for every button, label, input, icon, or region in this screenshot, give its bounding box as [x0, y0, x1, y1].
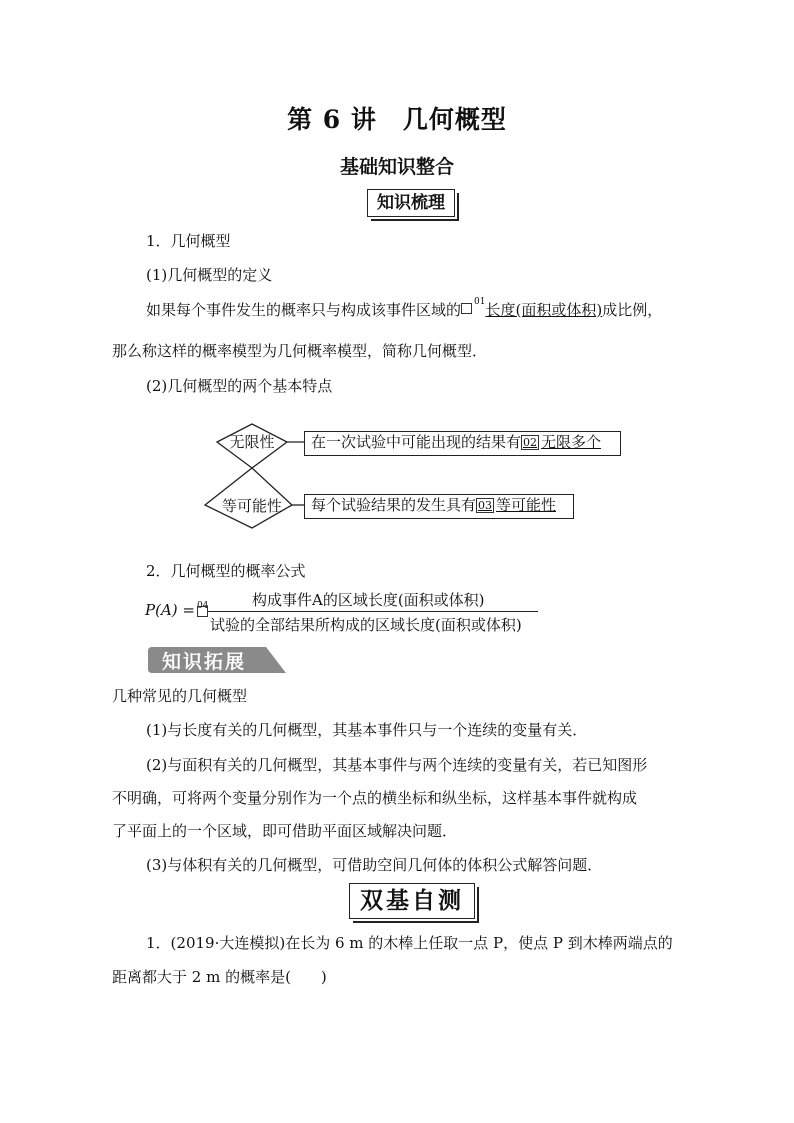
formula-lhs: P(A) = [145, 601, 195, 619]
answer-text: 无限多个 [541, 433, 602, 451]
heading-geometric-model: 1．几何概型 [146, 232, 231, 250]
diamond-equal: 等可能性 [221, 497, 282, 515]
definition-line2: 那么称这样的概率模型为几何概率模型，简称几何概型． [112, 342, 488, 360]
expand-item-2-line1: (2)与面积有关的几何概型，其基本事件与两个连续的变量有关，若已知图形 [146, 756, 648, 774]
subheading-definition: (1)几何概型的定义 [146, 266, 273, 284]
expand-item-3: (3)与体积有关的几何概型，可借助空间几何体的体积公式解答问题． [146, 856, 603, 874]
expand-item-2-line2: 不明确，可将两个变量分别作为一个点的横坐标和纵坐标，这样基本事件就构成 [112, 789, 638, 807]
subheading-features: (2)几何概型的两个基本特点 [146, 377, 333, 395]
section-label-selftest: 双基自测 [349, 883, 475, 919]
answer-text: 长度(面积或体积) [485, 301, 603, 319]
fraction-bar [208, 611, 538, 612]
section-label-expand: 知识拓展 [162, 651, 247, 673]
page-title: 第 6 讲 几何概型 [287, 105, 507, 134]
expand-item-2-line3: 了平面上的一个区域，即可借助平面区域解决问题． [112, 822, 458, 840]
answer-mark: 04 [197, 601, 209, 611]
expand-intro: 几种常见的几何概型 [112, 687, 248, 705]
answer-mark: 03 [478, 499, 493, 512]
section-label-knowledge: 知识梳理 [367, 189, 455, 217]
section-subtitle: 基础知识整合 [339, 156, 454, 178]
heading-probability-formula: 2．几何概型的概率公式 [146, 562, 306, 580]
answer-mark: 02 [523, 436, 538, 449]
feature-box-equal: 每个试验结果的发生具有 03 等可能性 [304, 494, 574, 519]
diamond-infinite: 无限性 [229, 433, 275, 451]
question-1-line2: 距离都大于 2 m 的概率是( ) [112, 968, 327, 986]
answer-text: 等可能性 [496, 496, 557, 514]
feature-box-infinite: 在一次试验中可能出现的结果有 02 无限多个 [304, 431, 621, 456]
answer-box-icon [197, 606, 208, 617]
formula-numerator: 构成事件A的区域长度(面积或体积) [252, 591, 485, 609]
expand-item-1: (1)与长度有关的几何概型，其基本事件只与一个连续的变量有关． [146, 721, 588, 739]
answer-mark: 01 [474, 297, 486, 307]
question-1-line1: 1．(2019·大连模拟)在长为 6 m 的木棒上任取一点 P，使点 P 到木棒两端点的 [146, 934, 673, 952]
answer-box-icon [461, 303, 472, 314]
definition-line1: 如果每个事件发生的概率只与构成该事件区域的 $^{01}$长度(面积或体积)成比例， [146, 297, 663, 319]
formula-denominator: 试验的全部结果所构成的区域长度(面积或体积) [210, 616, 522, 634]
